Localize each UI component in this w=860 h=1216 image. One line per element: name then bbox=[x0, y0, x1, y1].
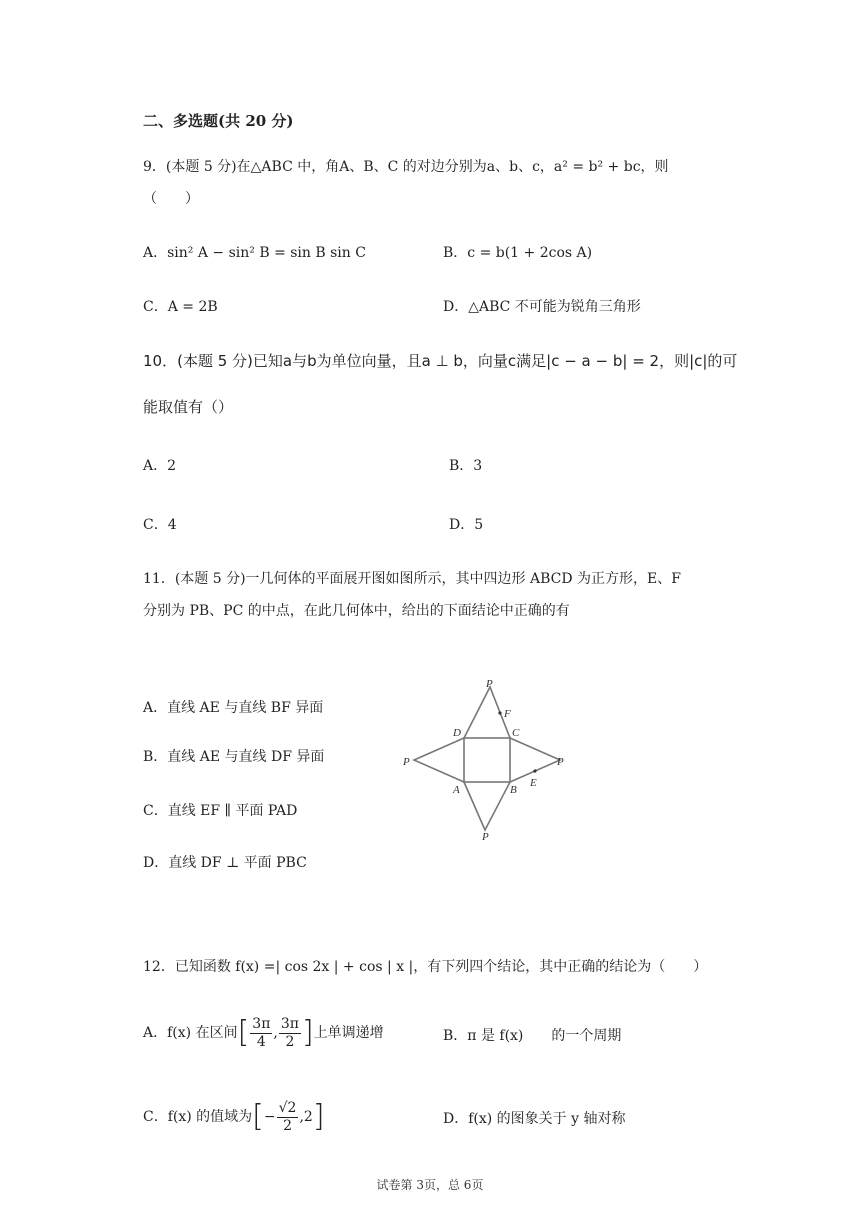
point-f bbox=[498, 711, 501, 714]
numerator: √2 bbox=[278, 1100, 297, 1117]
denominator: 2 bbox=[285, 1033, 295, 1050]
left-bracket: [ bbox=[237, 1015, 250, 1050]
q10-option-b: B．3 bbox=[449, 458, 483, 474]
label-f: F bbox=[504, 708, 511, 720]
section-title: 二、多选题(共 20 分) bbox=[143, 112, 294, 130]
numerator: 3π bbox=[280, 1016, 299, 1033]
q10-option-d: D．5 bbox=[449, 517, 484, 533]
label-p-right: P bbox=[557, 756, 564, 768]
right-bracket: ] bbox=[301, 1015, 314, 1050]
page-footer: 试卷第 3页，总 6页 bbox=[376, 1178, 484, 1192]
q11-option-c: C．直线 EF ∥ 平面 PAD bbox=[143, 803, 298, 819]
triangle-bottom bbox=[464, 782, 510, 830]
fraction bbox=[279, 1016, 301, 1049]
q12-option-b: B．π 是 f(x) 的一个周期 bbox=[443, 1028, 622, 1044]
q12-option-d: D．f(x) 的图象关于 y 轴对称 bbox=[443, 1111, 626, 1127]
numerator: 3π bbox=[252, 1016, 271, 1033]
q9-paren: （ ） bbox=[143, 191, 199, 207]
square-abcd bbox=[464, 738, 510, 782]
q12-option-c-label: C． bbox=[143, 1109, 168, 1125]
triangle-left bbox=[414, 738, 464, 782]
q11-option-d: D．直线 DF ⊥ 平面 PBC bbox=[143, 855, 307, 871]
denominator: 2 bbox=[283, 1117, 292, 1134]
q12-option-c: C．f(x) 的值域为[− $\frac{√2}{2}$ ,2] bbox=[143, 1099, 325, 1134]
q12-stem: 12．已知函数 f(x) =| cos 2x | + cos | x |，有下列四个结论，其中正确的结论为（ ） bbox=[143, 959, 708, 975]
label-e: E bbox=[530, 777, 537, 789]
label-p-bottom: P bbox=[482, 831, 489, 843]
q10-stem: 10．(本题 5 分)已知a与b为单位向量，且a ⊥ b，向量c满足|c − a − b| = 2，则|c|的可 bbox=[143, 352, 738, 370]
label-c: C bbox=[512, 727, 520, 739]
q9-option-d: D．△ABC 不可能为锐角三角形 bbox=[443, 299, 641, 315]
q9-stem: 9．(本题 5 分)在△ABC 中，角A、B、C 的对边分别为a、b、c，a² = b² + bc，则 bbox=[143, 159, 669, 175]
q11-option-a: A．直线 AE 与直线 BF 异面 bbox=[143, 700, 324, 716]
fraction bbox=[250, 1016, 272, 1049]
denominator: 4 bbox=[256, 1033, 266, 1050]
fraction bbox=[277, 1100, 299, 1133]
label-a: A bbox=[453, 784, 460, 796]
q12-option-a-label: A． bbox=[143, 1025, 168, 1041]
label-b: B bbox=[510, 784, 517, 796]
q12-option-a-text: f(x) 在区间 bbox=[167, 1025, 238, 1041]
label-d: D bbox=[453, 727, 461, 739]
q10-option-c: C．4 bbox=[143, 517, 177, 533]
q11-option-b: B．直线 AE 与直线 DF 异面 bbox=[143, 749, 325, 765]
q12-option-c-text: f(x) 的值域为 bbox=[167, 1109, 253, 1125]
q11-stem-line2: 分别为 PB、PC 的中点，在此几何体中，给出的下面结论中正确的有 bbox=[143, 603, 570, 619]
q9-option-a: A．sin² A − sin² B = sin B sin C bbox=[143, 245, 366, 261]
left-bracket: [ bbox=[252, 1099, 264, 1134]
q11-stem: 11．(本题 5 分)一几何体的平面展开图如图所示，其中四边形 ABCD 为正方形，E、F bbox=[143, 571, 681, 587]
triangle-right bbox=[510, 738, 560, 782]
q10-stem-line2: 能取值有（） bbox=[143, 398, 234, 416]
q9-option-c: C．A = 2B bbox=[143, 299, 218, 315]
q12-option-a: A．f(x) 在区间[ $\frac{3\pi}{4}$ , $\frac{3\pi}{2}$ ]上单调递增 bbox=[143, 1015, 384, 1050]
net-figure bbox=[400, 670, 580, 850]
right-bracket: ] bbox=[312, 1099, 325, 1134]
q12-option-c-tail: ,2 bbox=[299, 1109, 313, 1125]
q9-option-b: B．c = b(1 + 2cos A) bbox=[443, 245, 593, 261]
label-p-top: P bbox=[486, 678, 493, 690]
q10-option-a: A．2 bbox=[143, 458, 177, 474]
label-p-left: P bbox=[403, 756, 410, 768]
point-e bbox=[533, 769, 536, 772]
q12-option-a-tail: 上单调递增 bbox=[313, 1025, 384, 1041]
